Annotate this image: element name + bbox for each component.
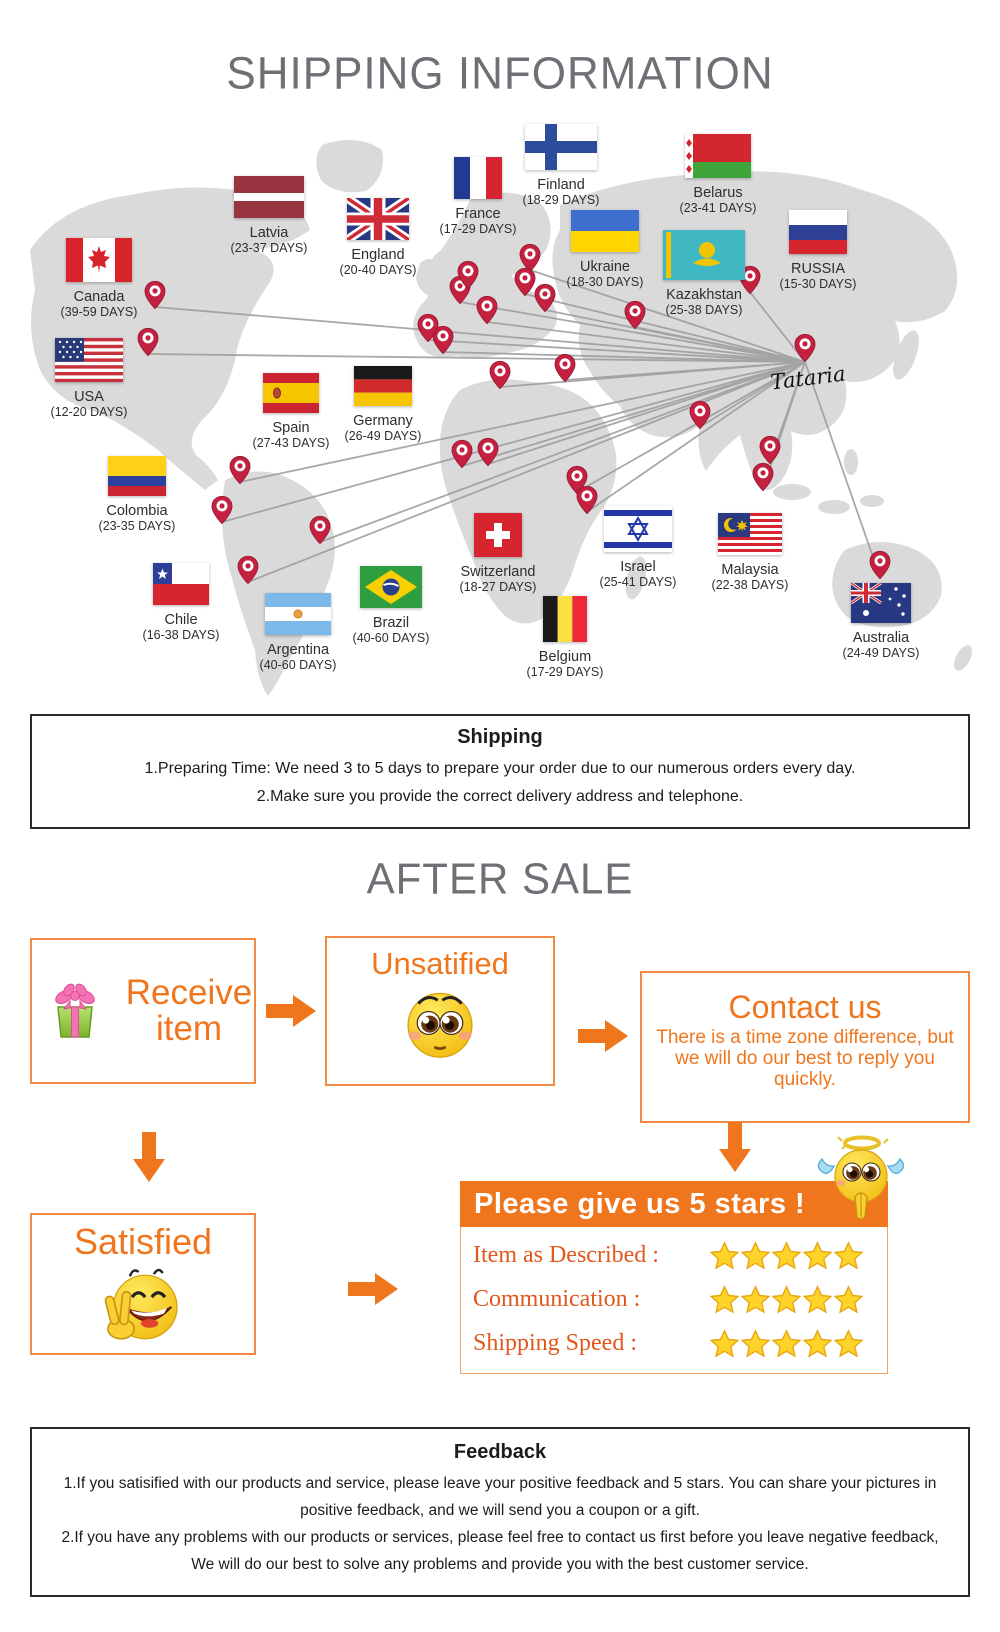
malaysia-flag-icon [718, 513, 782, 555]
receive-item-label: Receive item [125, 973, 253, 1048]
rating-row [473, 1233, 875, 1277]
country-name: Brazil [372, 614, 410, 631]
feedback-box-title: Feedback [453, 1441, 547, 1463]
australia-flag-icon [851, 583, 911, 623]
country-name: Colombia [106, 502, 168, 519]
star-icon [834, 1241, 863, 1270]
country-name: Latvia [249, 224, 289, 241]
argentina-flag-icon [265, 593, 331, 635]
country-name: Chile [164, 611, 198, 628]
country-days: (23-35 DAYS) [98, 519, 176, 534]
contact-us-box [640, 971, 970, 1123]
country-name: USA [74, 388, 104, 405]
rating-row [473, 1321, 875, 1365]
country-australia [825, 583, 937, 660]
country-name: Israel [620, 558, 656, 575]
arrow-right-icon [578, 1018, 628, 1054]
star-icon [834, 1285, 863, 1314]
contact-us-text: There is a time zone difference, but we will do our best to reply you quickly. [656, 1027, 954, 1090]
country-name: Spain [272, 419, 310, 436]
star-icon [803, 1285, 832, 1314]
country-kazakhstan [648, 230, 760, 317]
country-days: (17-29 DAYS) [439, 222, 517, 237]
five-stars-panel [460, 1181, 888, 1374]
rating-stars [708, 1329, 863, 1358]
feedback-note-2: 2.If you have any problems with our products or services, please feel free to contact us first before you leave negative feedback, We will do our best to solve any problems and provide you with the best customer service. [61, 1529, 939, 1574]
belarus-flag-icon [685, 134, 751, 178]
shipping-note-2: 2.Make sure you provide the correct delivery address and telephone. [256, 788, 744, 805]
gift-icon [43, 979, 107, 1043]
country-usa [33, 338, 145, 419]
shipping-notes-box [30, 714, 970, 829]
country-days: (25-41 DAYS) [599, 575, 677, 590]
country-israel [582, 506, 694, 589]
angel-face-icon [808, 1131, 904, 1227]
star-icon [772, 1285, 801, 1314]
country-days: (24-49 DAYS) [842, 646, 920, 661]
ratings-list [460, 1227, 888, 1374]
country-name: Ukraine [580, 258, 630, 275]
country-belarus [662, 134, 774, 215]
receive-item-box [30, 938, 256, 1084]
country-days: (17-29 DAYS) [526, 665, 604, 680]
country-name: Finland [537, 176, 585, 193]
israel-flag-icon [604, 506, 672, 552]
country-days: (12-20 DAYS) [50, 405, 128, 420]
uk-flag-icon [347, 198, 409, 240]
country-days: (25-38 DAYS) [665, 303, 743, 318]
country-days: (22-38 DAYS) [711, 578, 789, 593]
country-england [322, 198, 434, 277]
star-icon [803, 1329, 832, 1358]
country-chile [125, 563, 237, 642]
country-malaysia [694, 513, 806, 592]
country-colombia [81, 456, 193, 533]
country-brazil [335, 566, 447, 645]
star-icon [741, 1329, 770, 1358]
country-name: Australia [852, 629, 910, 646]
country-germany [327, 366, 439, 443]
star-icon [803, 1241, 832, 1270]
country-days: (39-59 DAYS) [60, 305, 138, 320]
country-name: Belarus [693, 184, 743, 201]
five-stars-banner: Please give us 5 stars ! [460, 1181, 888, 1227]
star-icon [710, 1285, 739, 1314]
country-name: Argentina [266, 641, 330, 658]
canada-flag-icon [66, 238, 132, 282]
country-switzerland [442, 513, 554, 594]
star-icon [741, 1285, 770, 1314]
contact-us-title: Contact us [728, 989, 882, 1025]
latvia-flag-icon [234, 176, 304, 218]
belgium-flag-icon [543, 596, 587, 642]
country-name: Malaysia [721, 561, 779, 578]
star-icon [772, 1241, 801, 1270]
rating-stars [708, 1241, 863, 1270]
country-latvia [213, 176, 325, 255]
feedback-note-1: 1.If you satisified with our products and service, please leave your positive feedback and 5 stars. You can share your pictures in positive feedback, and we will send you a coupon or a gift. [63, 1475, 937, 1520]
country-name: RUSSIA [791, 260, 845, 277]
star-icon [834, 1329, 863, 1358]
after-sale-title: AFTER SALE [366, 854, 634, 903]
country-name: England [351, 246, 405, 263]
arrow-down-icon [131, 1132, 167, 1182]
country-name: Belgium [538, 648, 592, 665]
country-days: (20-40 DAYS) [339, 263, 417, 278]
laughing-face-icon [97, 1263, 189, 1351]
after-sale-flow [0, 933, 1000, 1367]
rating-row [473, 1277, 875, 1321]
feedback-box [30, 1427, 970, 1597]
world-shipping-map [0, 110, 1000, 706]
shipping-note-1: 1.Preparing Time: We need 3 to 5 days to prepare your order due to our numerous orders every day. [144, 760, 856, 777]
france-flag-icon [454, 157, 502, 199]
country-russia [762, 210, 874, 291]
chile-flag-icon [153, 563, 209, 605]
country-days: (18-30 DAYS) [566, 275, 644, 290]
country-name: Switzerland [460, 563, 536, 580]
star-icon [710, 1241, 739, 1270]
country-name: Canada [73, 288, 125, 305]
brazil-flag-icon [360, 566, 422, 608]
unsatisfied-label: Unsatified [371, 946, 509, 981]
country-days: (18-29 DAYS) [522, 193, 600, 208]
star-icon [772, 1329, 801, 1358]
rating-label: Communication : [473, 1285, 641, 1312]
rating-label: Item as Described : [473, 1241, 659, 1268]
shipping-box-title: Shipping [457, 726, 543, 748]
satisfied-box [30, 1213, 256, 1355]
star-icon [741, 1241, 770, 1270]
germany-flag-icon [354, 366, 412, 406]
arrow-right-icon [266, 993, 316, 1029]
country-days: (18-27 DAYS) [459, 580, 537, 595]
country-days: (23-41 DAYS) [679, 201, 757, 216]
spain-flag-icon [263, 373, 319, 413]
pleading-face-icon [399, 982, 481, 1064]
country-days: (23-37 DAYS) [230, 241, 308, 256]
ukraine-flag-icon [571, 210, 639, 252]
country-days: (26-49 DAYS) [344, 429, 422, 444]
country-days: (27-43 DAYS) [252, 436, 330, 451]
country-days: (40-60 DAYS) [259, 658, 337, 673]
country-name: Germany [353, 412, 413, 429]
origin-label: Tataria [769, 361, 847, 395]
country-days: (15-30 DAYS) [779, 277, 857, 292]
switzerland-flag-icon [474, 513, 522, 557]
rating-label: Shipping Speed : [473, 1329, 638, 1356]
map-pin [555, 354, 575, 382]
rating-stars [708, 1285, 863, 1314]
unsatisfied-box [325, 936, 555, 1086]
arrow-right-icon [348, 1271, 398, 1307]
country-ukraine [549, 210, 661, 289]
russia-flag-icon [789, 210, 847, 254]
arrow-down-icon [717, 1122, 753, 1172]
country-name: France [455, 205, 501, 222]
country-name: Kazakhstan [666, 286, 742, 303]
finland-flag-icon [525, 124, 597, 170]
kazakhstan-flag-icon [663, 230, 745, 280]
star-icon [710, 1329, 739, 1358]
country-belgium [509, 596, 621, 679]
country-days: (40-60 DAYS) [352, 631, 430, 646]
colombia-flag-icon [108, 456, 166, 496]
usa-flag-icon [55, 338, 123, 382]
country-finland [505, 124, 617, 207]
country-canada [43, 238, 155, 319]
satisfied-label: Satisfied [73, 1221, 213, 1262]
page-title: SHIPPING INFORMATION [226, 47, 774, 99]
country-days: (16-38 DAYS) [142, 628, 220, 643]
